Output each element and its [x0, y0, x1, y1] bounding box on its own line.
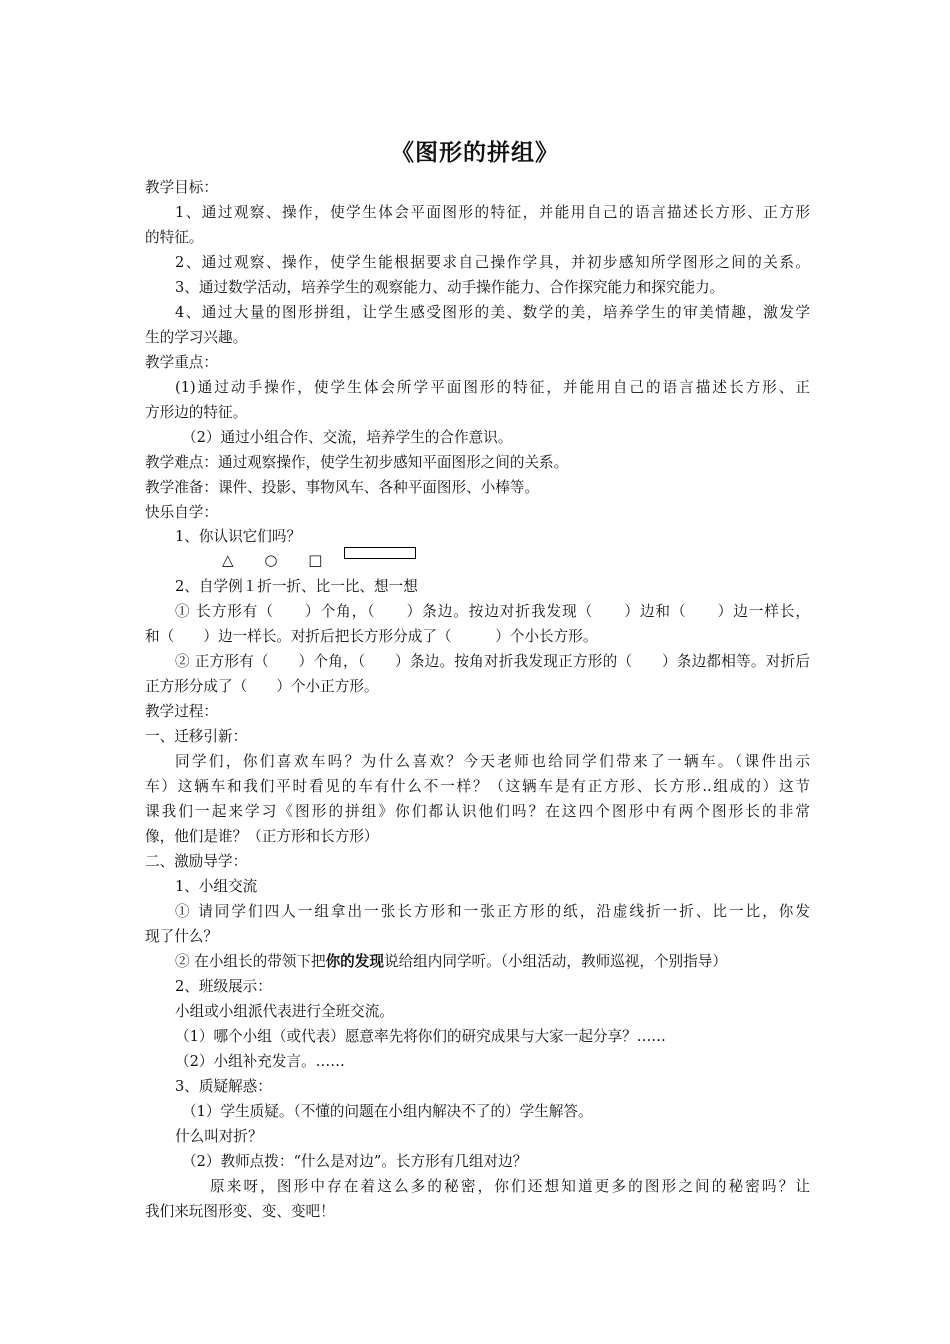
group-exchange-step-2 [175, 952, 810, 972]
objective-4: 4、通过大量的图形拼组，让学生感受图形的美、数学的美，培养学生的审美情趣，激发学 [175, 304, 810, 321]
step-2-text-a: ② 在小组长的带领下把 [175, 953, 326, 970]
heading-key-points: 教学重点： [145, 354, 218, 371]
key-point-1-cont: 方形边的特征。 [145, 404, 248, 421]
closing-line-1: 原来呀，图形中存在着这么多的秘密，你们还想知道更多的图形之间的秘密吗？让 [210, 1178, 810, 1195]
question-heading: 3、质疑解惑： [175, 1078, 272, 1095]
circle-icon: ○ [264, 551, 278, 569]
heading-objectives: 教学目标： [145, 179, 218, 196]
step-2-text-b: 说给组内同学听。（小组活动，教师巡视，个别指导） [383, 953, 727, 970]
square-question: ② 正方形有（ ）个角，（ ）条边。按角对折我发现正方形的（ ）条边都相等。对折后 [175, 653, 810, 670]
intro-paragraph-line-2: 车）这辆车和我们平时看见的车有什么不一样？（这辆车是有正方形、长方形..组成的）这节 [145, 778, 810, 795]
document-title: 《图形的拼组》 [391, 140, 559, 166]
heading-process: 教学过程： [145, 703, 218, 720]
self-study-q1: 1、你认识它们吗？ [175, 528, 302, 545]
key-point-1: (1)通过动手操作，使学生体会所学平面图形的特征，并能用自己的语言描述长方形、正 [175, 379, 810, 396]
class-display-line-2: （1）哪个小组（或代表）愿意率先将你们的研究成果与大家一起分享？…… [175, 1028, 666, 1045]
rectangle-question-cont: 和（ ）边一样长。对折后把长方形分成了（ ）个小长方形。 [145, 628, 598, 645]
group-exchange-heading: 1、小组交流 [175, 878, 258, 895]
question-line-1: （1）学生质疑。（不懂的问题在小组内解决不了的）学生解答。 [182, 1103, 593, 1120]
triangle-icon: △ [222, 551, 234, 569]
shape-symbols [222, 550, 348, 572]
section-2-heading: 二、激励导学： [145, 853, 248, 870]
square-icon: □ [308, 551, 323, 569]
closing-line-2: 我们来玩图形变、变、变吧！ [145, 1203, 335, 1220]
objective-1-cont: 的特征。 [145, 229, 204, 246]
group-exchange-step-1-cont: 现了什么？ [145, 928, 218, 945]
intro-paragraph-line-1: 同学们，你们喜欢车吗？为什么喜欢？今天老师也给同学们带来了一辆车。（课件出示 [175, 753, 810, 770]
rectangle-icon [344, 547, 416, 559]
class-display-line-1: 小组或小组派代表进行全班交流。 [175, 1003, 394, 1020]
square-question-cont: 正方形分成了（ ）个小正方形。 [145, 678, 379, 695]
key-point-2: （2）通过小组合作、交流，培养学生的合作意识。 [182, 429, 513, 446]
intro-paragraph-line-4: 像，他们是谁？（正方形和长方形） [145, 828, 379, 845]
objective-4-cont: 生的学习兴趣。 [145, 329, 248, 346]
intro-paragraph-line-3: 课我们一起来学习《图形的拼组》你们都认识他们吗？在这四个图形中有两个图形长的非常 [145, 803, 810, 820]
objective-1: 1、通过观察、操作，使学生体会平面图形的特征，并能用自己的语言描述长方形、正方形 [175, 204, 810, 221]
self-study-q2: 2、自学例１折一折、比一比、想一想 [175, 578, 418, 595]
question-line-2: 什么叫对折？ [175, 1128, 263, 1145]
difficulty: 教学难点：通过观察操作，使学生初步感知平面图形之间的关系。 [145, 454, 569, 471]
class-display-line-3: （2）小组补充发言。…… [175, 1053, 345, 1070]
objective-2: 2、通过观察、操作，使学生能根据要求自己操作学具，并初步感知所学图形之间的关系。 [175, 254, 810, 271]
section-1-heading: 一、迁移引新： [145, 728, 248, 745]
heading-self-study: 快乐自学： [145, 504, 218, 521]
rectangle-question: ① 长方形有（ ）个角，（ ）条边。按边对折我发现（ ）边和（ ）边一样长， [175, 603, 810, 620]
group-exchange-step-1: ① 请同学们四人一组拿出一张长方形和一张正方形的纸，沿虚线折一折、比一比，你发 [175, 903, 810, 920]
class-display-heading: 2、班级展示： [175, 978, 272, 995]
question-line-3: （2）教师点拨：“什么是对边”。长方形有几组对边？ [182, 1153, 528, 1170]
preparation: 教学准备：课件、投影、事物风车、各种平面图形、小棒等。 [145, 479, 540, 496]
step-2-bold-text: 你的发现 [325, 953, 384, 970]
objective-3: 3、通过数学活动，培养学生的观察能力、动手操作能力、合作探究能力和探究能力。 [175, 279, 725, 296]
